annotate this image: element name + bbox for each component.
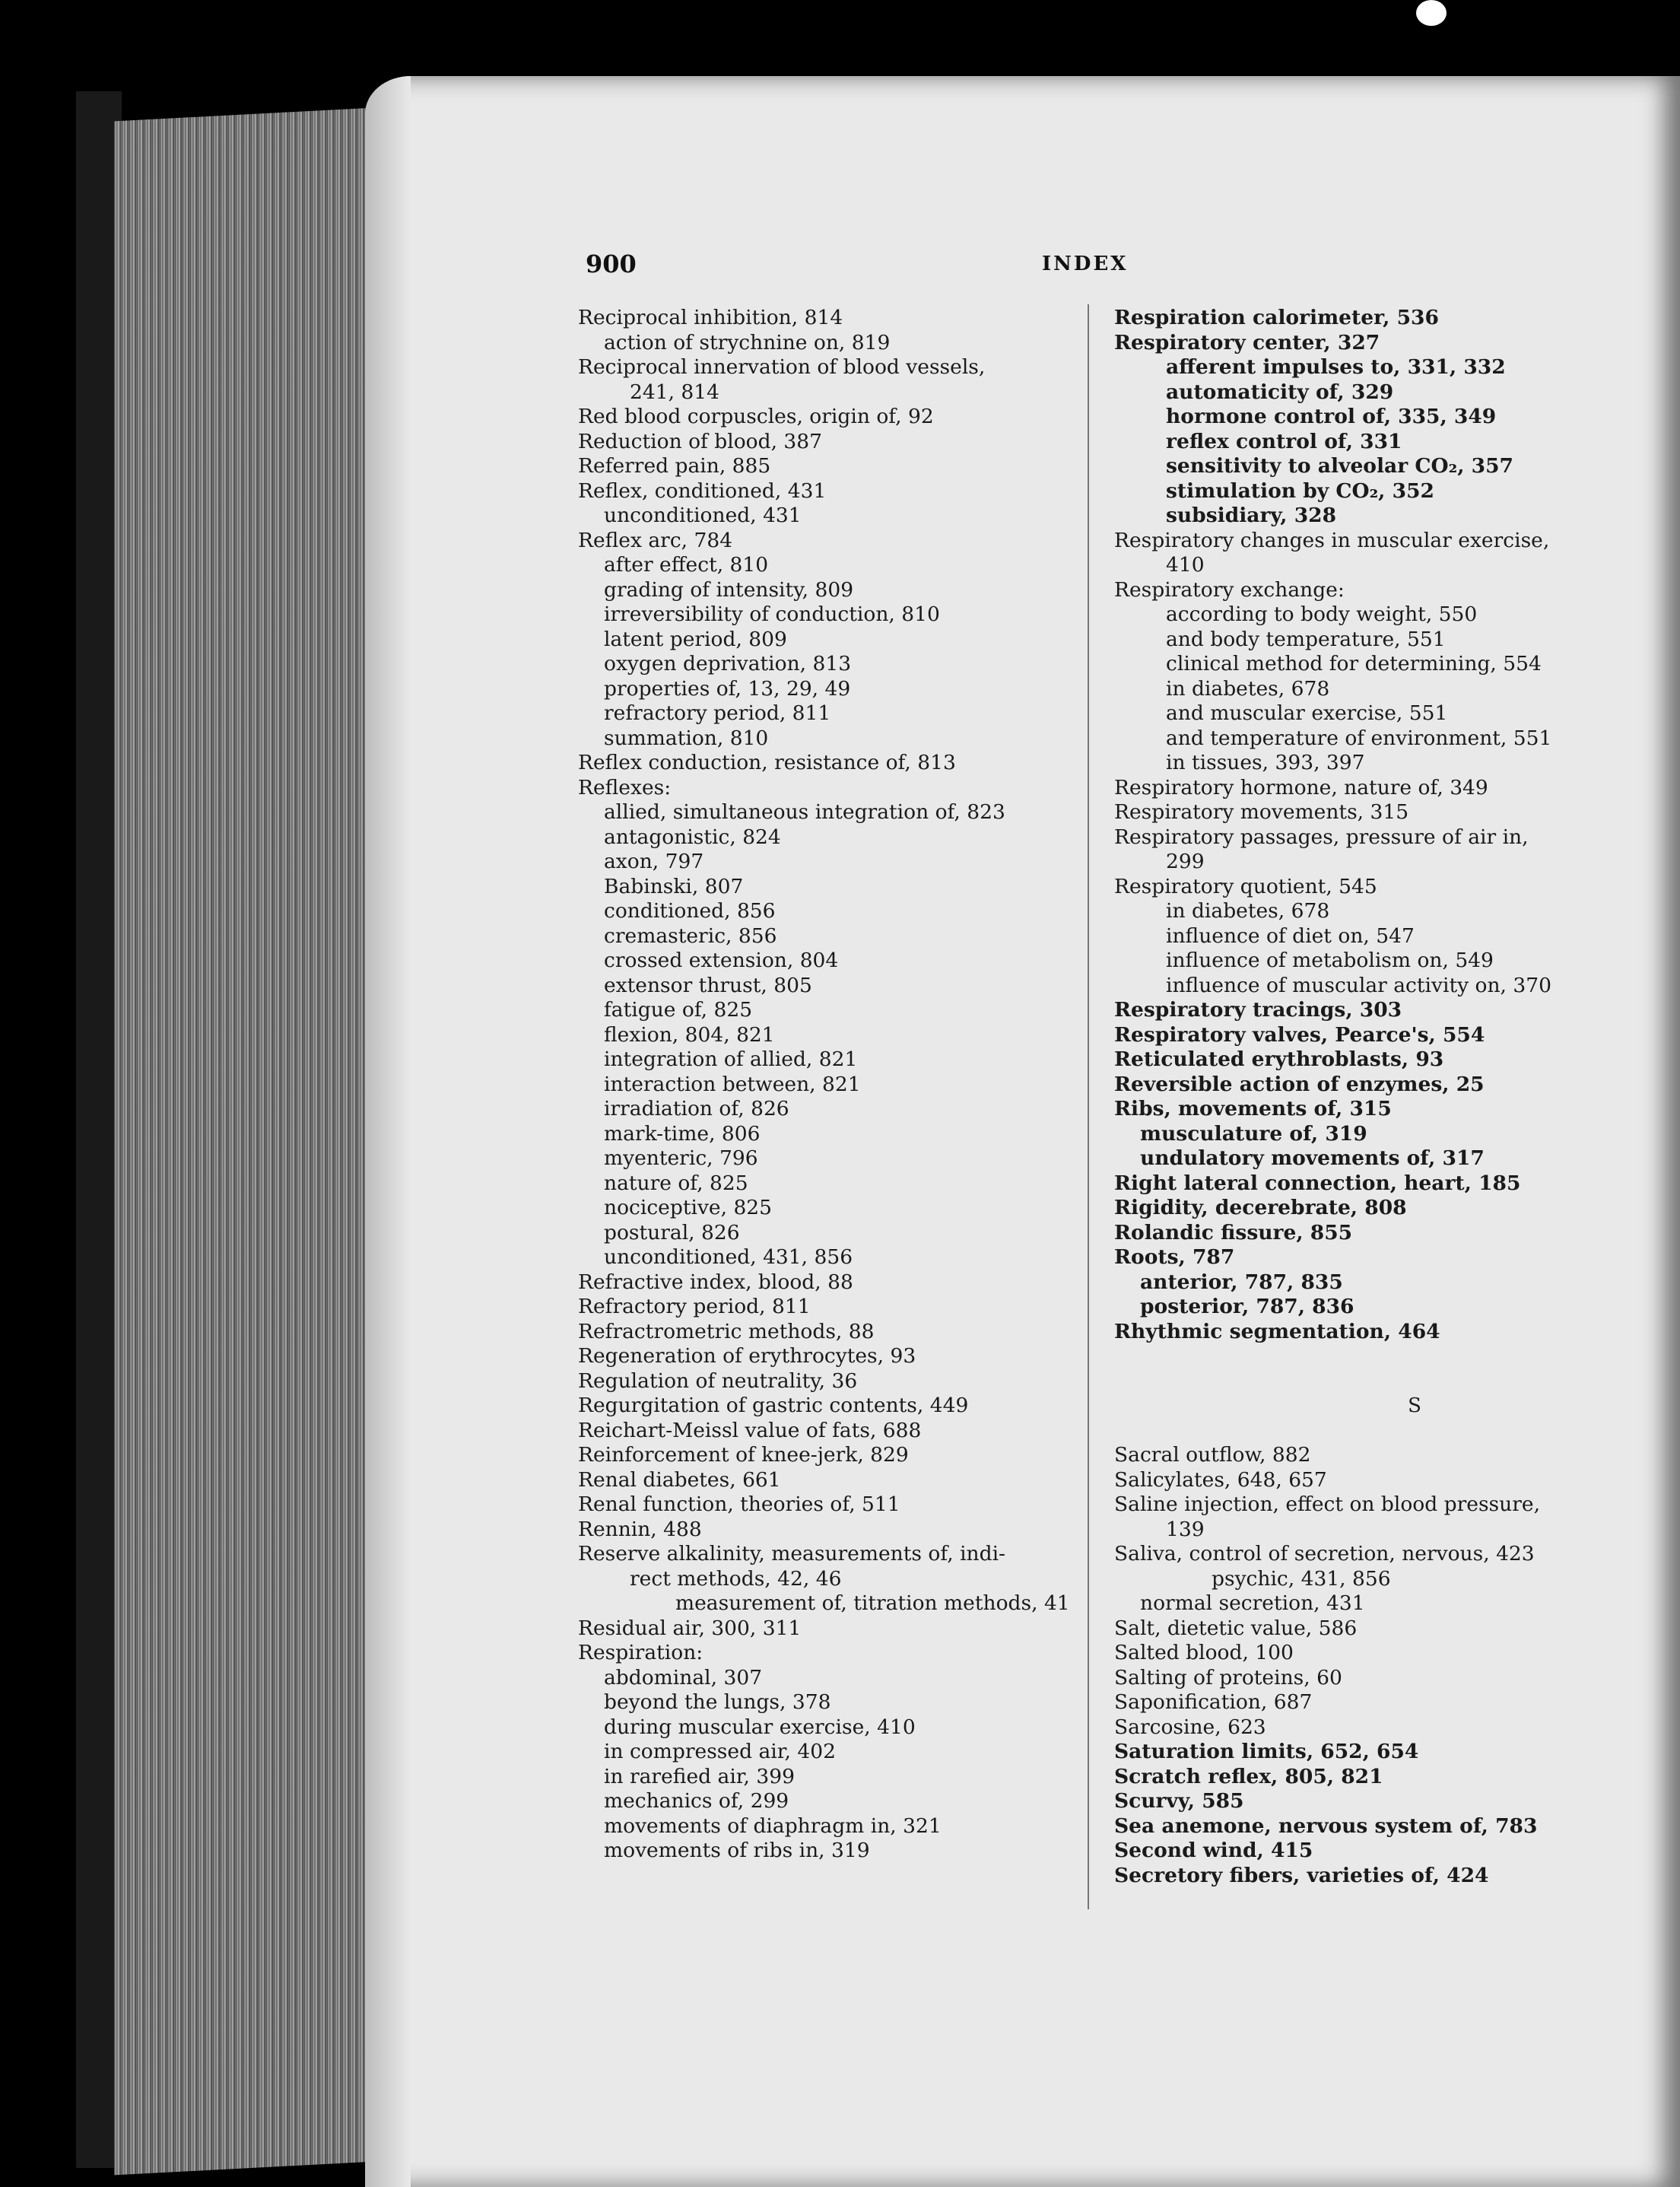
index-entry: Right lateral connection, heart, 185 xyxy=(1114,1171,1521,1195)
index-entry: Regeneration of erythrocytes, 93 xyxy=(578,1344,916,1368)
index-entry: 410 xyxy=(1166,553,1205,577)
index-entry: subsidiary, 328 xyxy=(1166,504,1337,527)
index-entry: beyond the lungs, 378 xyxy=(604,1690,831,1714)
index-entry: irreversibility of conduction, 810 xyxy=(604,602,940,626)
index-entry: nature of, 825 xyxy=(604,1171,748,1195)
index-entry: Respiratory tracings, 303 xyxy=(1114,998,1402,1022)
index-entry: Respiration: xyxy=(578,1641,703,1664)
index-entry: influence of diet on, 547 xyxy=(1166,923,1415,948)
index-entry: Salt, dietetic value, 586 xyxy=(1114,1616,1358,1640)
blank-line xyxy=(1114,1419,1609,1444)
index-entry: Regurgitation of gastric contents, 449 xyxy=(578,1394,969,1417)
blank-line xyxy=(1114,1344,1609,1369)
index-entry: Respiratory center, 327 xyxy=(1114,330,1380,354)
index-entry: Reserve alkalinity, measurements of, indi- xyxy=(578,1542,1006,1566)
index-entry: Secretory fibers, varieties of, 424 xyxy=(1114,1863,1489,1887)
index-entry: Reinforcement of knee-jerk, 829 xyxy=(578,1443,909,1467)
index-entry: 139 xyxy=(1166,1517,1205,1541)
index-entry: in rarefied air, 399 xyxy=(604,1764,795,1788)
index-entry: Respiratory hormone, nature of, 349 xyxy=(1114,775,1488,799)
index-entry: Referred pain, 885 xyxy=(578,454,771,478)
index-entry: 241, 814 xyxy=(630,380,720,404)
index-entry: grading of intensity, 809 xyxy=(604,577,854,602)
index-entry: Salting of proteins, 60 xyxy=(1114,1665,1342,1690)
index-entry: measurement of, titration methods, 41 xyxy=(675,1591,1070,1615)
index-entry: conditioned, 856 xyxy=(604,899,776,923)
index-entry: Scratch reflex, 805, 821 xyxy=(1114,1764,1383,1788)
index-entry: movements of ribs in, 319 xyxy=(604,1839,870,1862)
index-entry: automaticity of, 329 xyxy=(1166,380,1394,404)
index-entry: Second wind, 415 xyxy=(1114,1839,1313,1862)
index-entry: oxygen deprivation, 813 xyxy=(604,652,852,675)
index-entry: Reflex, conditioned, 431 xyxy=(578,478,827,503)
index-entry: sensitivity to alveolar CO₂, 357 xyxy=(1166,454,1513,478)
index-entry: according to body weight, 550 xyxy=(1166,602,1478,626)
index-entry: in diabetes, 678 xyxy=(1166,899,1330,923)
index-entry: anterior, 787, 835 xyxy=(1140,1270,1343,1294)
index-entry: Reichart-Meissl value of fats, 688 xyxy=(578,1418,922,1442)
index-entry: Sea anemone, nervous system of, 783 xyxy=(1114,1813,1538,1838)
index-entry: Renal diabetes, 661 xyxy=(578,1467,781,1492)
index-entry: Red blood corpuscles, origin of, 92 xyxy=(578,405,934,428)
index-entry: crossed extension, 804 xyxy=(604,949,839,972)
page-header xyxy=(586,250,1597,280)
page-edges xyxy=(114,107,388,2176)
index-entry: Salicylates, 648, 657 xyxy=(1114,1467,1327,1492)
index-entry: Reciprocal innervation of blood vessels, xyxy=(578,355,986,379)
index-entry: influence of metabolism on, 549 xyxy=(1166,949,1494,972)
running-head: INDEX xyxy=(1042,253,1129,275)
index-entry: latent period, 809 xyxy=(604,627,787,651)
index-entry: in diabetes, 678 xyxy=(1166,676,1330,701)
blank-line xyxy=(1114,1369,1609,1394)
index-entry: refractory period, 811 xyxy=(604,701,831,725)
index-entry: Scurvy, 585 xyxy=(1114,1789,1244,1813)
index-entry: Respiratory passages, pressure of air in, xyxy=(1114,825,1529,849)
index-entry: Regulation of neutrality, 36 xyxy=(578,1368,858,1393)
index-column-left xyxy=(578,306,1072,1864)
index-entry: irradiation of, 826 xyxy=(604,1097,789,1121)
index-entry: clinical method for determining, 554 xyxy=(1166,652,1542,675)
index-entry: Rhythmic segmentation, 464 xyxy=(1114,1319,1440,1343)
index-entry: Saponification, 687 xyxy=(1114,1690,1313,1714)
index-entry: and temperature of environment, 551 xyxy=(1166,726,1552,750)
index-entry: Sacral outflow, 882 xyxy=(1114,1443,1311,1467)
index-entry: cremasteric, 856 xyxy=(604,923,777,948)
index-entry: flexion, 804, 821 xyxy=(604,1022,775,1047)
index-entry: Reversible action of enzymes, 25 xyxy=(1114,1072,1485,1096)
index-entry: Roots, 787 xyxy=(1114,1245,1235,1269)
index-entry: Respiratory changes in muscular exercise, xyxy=(1114,528,1550,552)
index-entry: in tissues, 393, 397 xyxy=(1166,751,1365,774)
index-entry: movements of diaphragm in, 321 xyxy=(604,1813,942,1838)
index-entry: nociceptive, 825 xyxy=(604,1196,773,1219)
index-entry: abdominal, 307 xyxy=(604,1665,763,1690)
index-entry: Respiration calorimeter, 536 xyxy=(1114,306,1439,329)
index-entry: Respiratory valves, Pearce's, 554 xyxy=(1114,1022,1485,1047)
index-entry: extensor thrust, 805 xyxy=(604,973,812,997)
index-entry: Reciprocal inhibition, 814 xyxy=(578,306,843,329)
index-entry: rect methods, 42, 46 xyxy=(630,1566,842,1591)
index-entry: Saturation limits, 652, 654 xyxy=(1114,1740,1419,1763)
index-entry: after effect, 810 xyxy=(604,553,769,577)
index-entry: posterior, 787, 836 xyxy=(1140,1295,1354,1318)
index-entry: in compressed air, 402 xyxy=(604,1740,836,1763)
index-entry: Refractive index, blood, 88 xyxy=(578,1270,853,1294)
index-entry: properties of, 13, 29, 49 xyxy=(604,676,851,701)
index-entry: Reflex arc, 784 xyxy=(578,528,733,552)
index-entry: Rennin, 488 xyxy=(578,1517,702,1541)
index-entry: fatigue of, 825 xyxy=(604,998,753,1022)
index-entry: 299 xyxy=(1166,850,1205,873)
index-entry: postural, 826 xyxy=(604,1220,740,1244)
index-entry: axon, 797 xyxy=(604,850,704,873)
index-entry: Refractory period, 811 xyxy=(578,1295,811,1318)
index-entry: Saliva, control of secretion, nervous, 423 xyxy=(1114,1542,1535,1566)
index-entry: Salted blood, 100 xyxy=(1114,1641,1294,1664)
index-entry: musculature of, 319 xyxy=(1140,1121,1367,1146)
page-number: 900 xyxy=(586,250,637,278)
index-entry: Respiratory movements, 315 xyxy=(1114,800,1409,824)
index-entry: and body temperature, 551 xyxy=(1166,627,1446,651)
index-entry: undulatory movements of, 317 xyxy=(1140,1146,1485,1170)
index-entry: Rigidity, decerebrate, 808 xyxy=(1114,1196,1407,1219)
index-entry: Refractrometric methods, 88 xyxy=(578,1319,875,1343)
index-entry: antagonistic, 824 xyxy=(604,825,781,849)
index-entry: normal secretion, 431 xyxy=(1140,1591,1365,1615)
index-entry: stimulation by CO₂, 352 xyxy=(1166,478,1434,503)
index-entry: hormone control of, 335, 349 xyxy=(1166,405,1497,428)
index-entry: Renal function, theories of, 511 xyxy=(578,1492,900,1516)
index-entry: reflex control of, 331 xyxy=(1166,429,1402,453)
index-entry: Babinski, 807 xyxy=(604,874,744,898)
index-entry: mechanics of, 299 xyxy=(604,1789,789,1813)
index-entry: unconditioned, 431, 856 xyxy=(604,1245,853,1269)
index-entry: integration of allied, 821 xyxy=(604,1047,858,1071)
index-entry: summation, 810 xyxy=(604,726,769,750)
index-entry: Reduction of blood, 387 xyxy=(578,429,823,453)
index-entry: Respiratory exchange: xyxy=(1114,577,1345,602)
index-entry: Saline injection, effect on blood pressure, xyxy=(1114,1492,1540,1516)
index-entry: Residual air, 300, 311 xyxy=(578,1616,802,1640)
index-entry: Reticulated erythroblasts, 93 xyxy=(1114,1047,1444,1071)
index-entry: afferent impulses to, 331, 332 xyxy=(1166,355,1506,379)
index-entry: influence of muscular activity on, 370 xyxy=(1166,973,1551,997)
index-entry: Reflexes: xyxy=(578,775,672,799)
index-entry: action of strychnine on, 819 xyxy=(604,330,891,354)
index-entry: and muscular exercise, 551 xyxy=(1166,701,1448,725)
index-entry: Respiratory quotient, 545 xyxy=(1114,874,1377,898)
index-column-right xyxy=(1114,306,1609,1888)
index-entry: during muscular exercise, 410 xyxy=(604,1715,916,1739)
index-entry: Sarcosine, 623 xyxy=(1114,1715,1266,1739)
index-entry: psychic, 431, 856 xyxy=(1212,1566,1391,1591)
index-entry: Ribs, movements of, 315 xyxy=(1114,1097,1392,1121)
index-entry: interaction between, 821 xyxy=(604,1072,861,1096)
gutter-shadow xyxy=(365,76,411,2187)
index-entry: Reflex conduction, resistance of, 813 xyxy=(578,751,956,774)
index-entry: Rolandic fissure, 855 xyxy=(1114,1220,1353,1244)
dust-speck xyxy=(1416,0,1447,26)
index-entry: mark-time, 806 xyxy=(604,1121,761,1146)
section-letter: S xyxy=(1408,1394,1421,1417)
index-entry: allied, simultaneous integration of, 823 xyxy=(604,800,1005,824)
index-entry: unconditioned, 431 xyxy=(604,504,802,527)
index-entry: myenteric, 796 xyxy=(604,1146,758,1170)
column-divider xyxy=(1088,304,1089,1909)
